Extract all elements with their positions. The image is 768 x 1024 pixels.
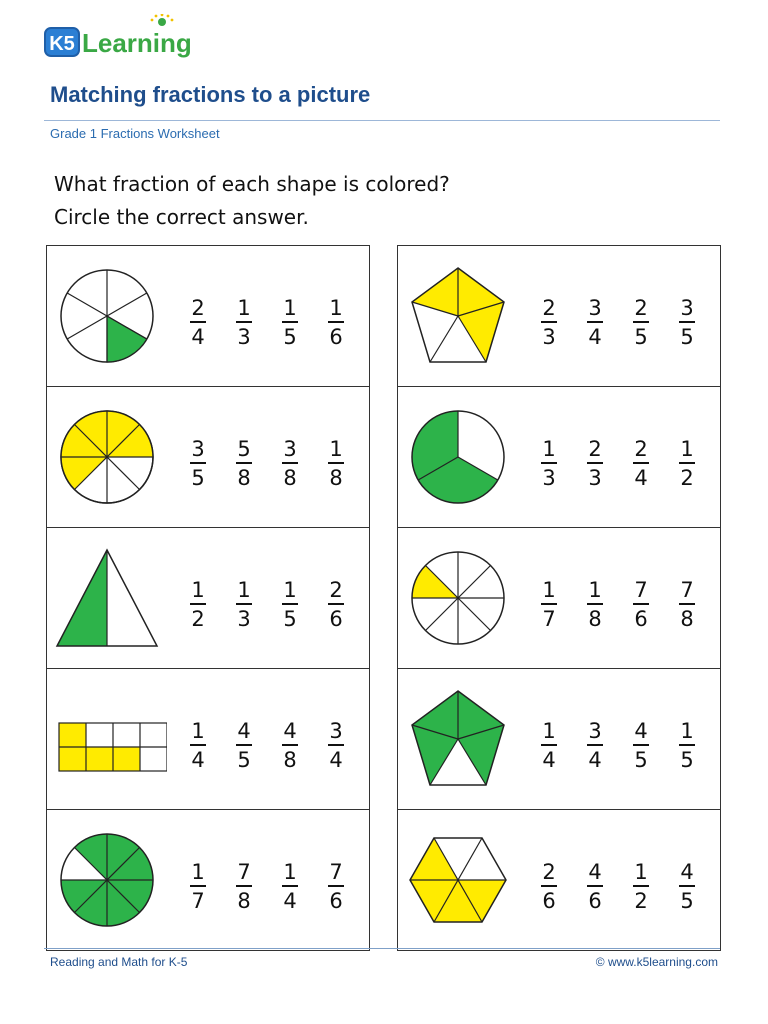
circle-eighths-one-yellow-shape <box>406 546 510 650</box>
circle-eighths-green-shape <box>55 828 159 932</box>
pentagon-fifths-green-shape <box>406 687 510 791</box>
header-divider <box>44 120 720 121</box>
answer-choices <box>526 296 710 349</box>
fraction-choice[interactable]: $\frac{1}{2}$ <box>634 860 648 913</box>
problem-card <box>46 668 370 810</box>
answer-choices <box>175 860 359 913</box>
fraction-choice[interactable]: $\frac{1}{4}$ <box>191 719 205 772</box>
fraction-choice[interactable]: $\frac{4}{8}$ <box>283 719 297 772</box>
hexagon-sixths-shape <box>406 828 510 932</box>
fraction-choice[interactable]: $\frac{1}{7}$ <box>191 860 205 913</box>
fraction-choice[interactable]: $\frac{1}{3}$ <box>542 437 556 490</box>
fraction-choice[interactable]: $\frac{2}{3}$ <box>542 296 556 349</box>
fraction-choice[interactable]: $\frac{4}{5}$ <box>680 860 694 913</box>
instruction-line-2: Circle the correct answer. <box>54 205 309 229</box>
fraction-choice[interactable]: $\frac{1}{2}$ <box>191 578 205 631</box>
problem-card <box>397 809 721 951</box>
answer-choices <box>175 719 359 772</box>
fraction-choice[interactable]: $\frac{1}{3}$ <box>237 296 251 349</box>
problem-card <box>397 245 721 387</box>
fraction-choice[interactable]: $\frac{4}{5}$ <box>634 719 648 772</box>
fraction-choice[interactable]: $\frac{2}{6}$ <box>542 860 556 913</box>
circle-sixths-shape <box>55 264 159 368</box>
fraction-choice[interactable]: $\frac{7}{8}$ <box>680 578 694 631</box>
fraction-choice[interactable]: $\frac{1}{8}$ <box>329 437 343 490</box>
problem-card <box>46 809 370 951</box>
fraction-choice[interactable]: $\frac{7}{6}$ <box>634 578 648 631</box>
answer-choices <box>175 437 359 490</box>
fraction-choice[interactable]: $\frac{2}{6}$ <box>329 578 343 631</box>
fraction-choice[interactable]: $\frac{3}{5}$ <box>680 296 694 349</box>
fraction-choice[interactable]: $\frac{1}{7}$ <box>542 578 556 631</box>
fraction-choice[interactable]: $\frac{1}{5}$ <box>283 578 297 631</box>
answer-choices <box>175 578 359 631</box>
logo-word-text: Learning <box>82 28 192 58</box>
k5-learning-logo <box>44 14 214 64</box>
page-title: Matching fractions to a picture <box>50 82 371 107</box>
fraction-choice[interactable]: $\frac{1}{4}$ <box>283 860 297 913</box>
answer-choices <box>526 719 710 772</box>
answer-choices <box>526 437 710 490</box>
page-subtitle: Grade 1 Fractions Worksheet <box>50 126 220 141</box>
fraction-choice[interactable]: $\frac{2}{5}$ <box>634 296 648 349</box>
answer-choices <box>175 296 359 349</box>
circle-eighths-shape <box>55 405 159 509</box>
problem-card <box>46 527 370 669</box>
footer-copyright-link[interactable]: © www.k5learning.com <box>595 955 718 969</box>
fraction-choice[interactable]: $\frac{7}{6}$ <box>329 860 343 913</box>
problem-card <box>397 527 721 669</box>
fraction-choice[interactable]: $\frac{1}{6}$ <box>329 296 343 349</box>
logo-k5-text: K5 <box>49 33 75 55</box>
answer-choices <box>526 578 710 631</box>
fraction-choice[interactable]: $\frac{3}{4}$ <box>588 719 602 772</box>
problems-right-column <box>397 245 721 951</box>
problem-card <box>46 386 370 528</box>
footer-tagline: Reading and Math for K-5 <box>50 955 188 969</box>
circle-thirds-shape <box>406 405 510 509</box>
fraction-choice[interactable]: $\frac{1}{5}$ <box>283 296 297 349</box>
fraction-choice[interactable]: $\frac{1}{3}$ <box>237 578 251 631</box>
fraction-choice[interactable]: $\frac{1}{8}$ <box>588 578 602 631</box>
problems-left-column <box>46 245 370 951</box>
rectangle-eighths-shape <box>55 687 159 791</box>
instructions <box>54 168 450 234</box>
problem-card <box>46 245 370 387</box>
problem-card <box>397 668 721 810</box>
fraction-choice[interactable]: $\frac{1}{5}$ <box>680 719 694 772</box>
fraction-choice[interactable]: $\frac{1}{2}$ <box>680 437 694 490</box>
fraction-choice[interactable]: $\frac{2}{4}$ <box>634 437 648 490</box>
fraction-choice[interactable]: $\frac{4}{6}$ <box>588 860 602 913</box>
fraction-choice[interactable]: $\frac{7}{8}$ <box>237 860 251 913</box>
fraction-choice[interactable]: $\frac{3}{4}$ <box>329 719 343 772</box>
pentagon-fifths-shape <box>406 264 510 368</box>
fraction-choice[interactable]: $\frac{3}{5}$ <box>191 437 205 490</box>
fraction-choice[interactable]: $\frac{5}{8}$ <box>237 437 251 490</box>
fraction-choice[interactable]: $\frac{1}{4}$ <box>542 719 556 772</box>
fraction-choice[interactable]: $\frac{4}{5}$ <box>237 719 251 772</box>
fraction-choice[interactable]: $\frac{2}{4}$ <box>191 296 205 349</box>
fraction-choice[interactable]: $\frac{3}{4}$ <box>588 296 602 349</box>
answer-choices <box>526 860 710 913</box>
problem-card <box>397 386 721 528</box>
fraction-choice[interactable]: $\frac{2}{3}$ <box>588 437 602 490</box>
instruction-line-1: What fraction of each shape is colored? <box>54 172 450 196</box>
footer-divider <box>44 948 720 949</box>
triangle-halves-shape <box>55 546 159 650</box>
fraction-choice[interactable]: $\frac{3}{8}$ <box>283 437 297 490</box>
